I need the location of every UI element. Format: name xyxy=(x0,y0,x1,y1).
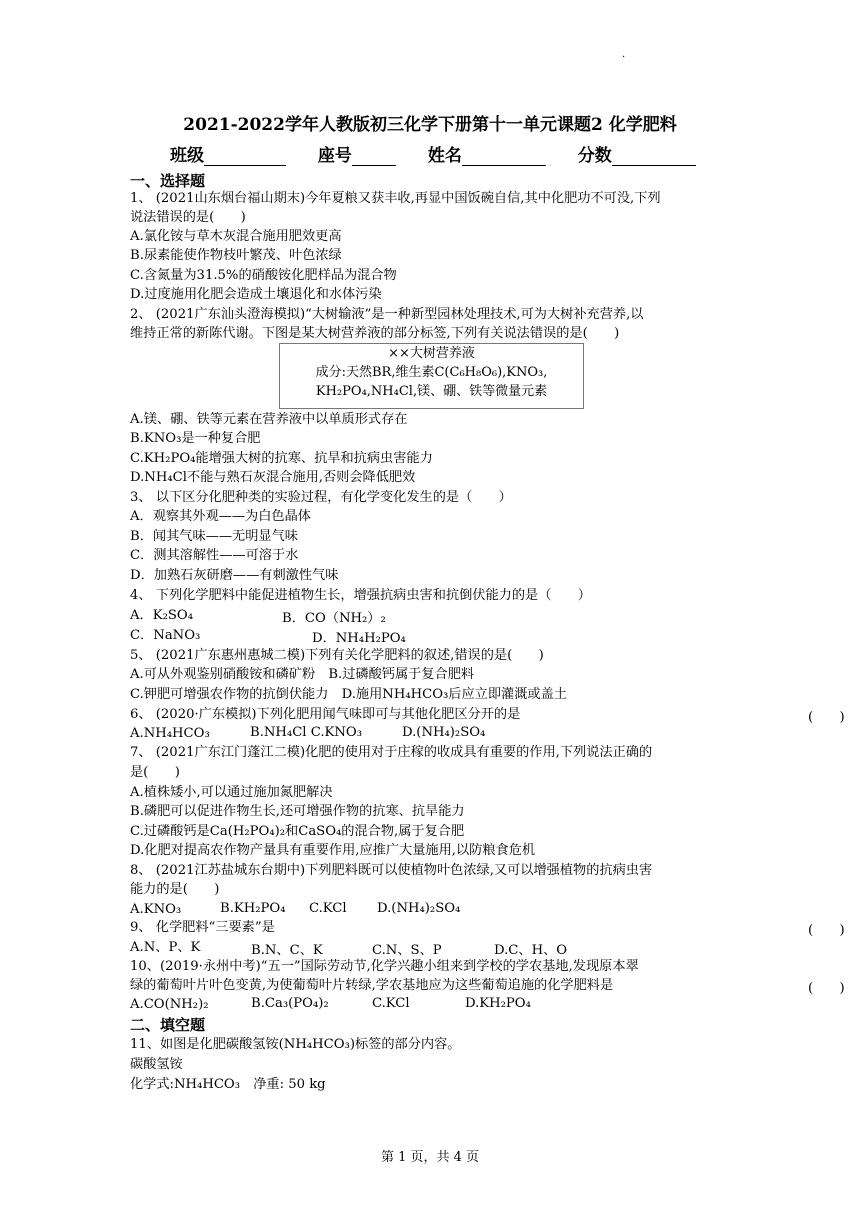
q9-answer-paren: ( ) xyxy=(808,923,845,938)
q4-line1: 4、 下列化学肥料中能促进植物生长，增强抗病虫害和抗倒伏能力的是（ ） xyxy=(130,588,591,603)
q2-option-a: A.镁、硼、铁等元素在营养液中以单质形式存在 xyxy=(130,412,408,427)
q1-line1: 1、 (2021山东烟台福山期末)今年夏粮又获丰收,再显中国饭碗自信,其中化肥功不可没,下列 xyxy=(130,191,661,206)
q9-option-b: B.N、C、K xyxy=(251,943,323,958)
header-dot: · xyxy=(622,52,626,63)
q10-answer-paren: ( ) xyxy=(808,981,845,996)
q6-option-a: A.NH₄HCO₃ xyxy=(130,726,210,741)
q3-option-c: C．测其溶解性——可溶于水 xyxy=(130,548,299,563)
section-choice: 一、选择题 xyxy=(130,172,206,190)
q8-option-c: C.KCl xyxy=(309,901,347,916)
q1-line2: 说法错误的是( ) xyxy=(130,210,246,225)
name-label: 姓名 xyxy=(427,146,462,166)
label-box-title: ××大树营养液 xyxy=(388,346,475,361)
q4-option-a: A．K₂SO₄ xyxy=(130,608,193,623)
q9-option-a: A.N、P、K xyxy=(130,940,201,955)
q10-option-a: A.CO(NH₂)₂ xyxy=(130,997,209,1012)
q4-option-b: B．CO（NH₂）₂ xyxy=(282,611,386,626)
q3-option-a: A．观察其外观——为白色晶体 xyxy=(130,509,311,524)
q6-options-bc: B.NH₄Cl C.KNO₃ xyxy=(250,725,363,740)
q5-options-cd: C.钾肥可增强农作物的抗倒伏能力 D.施用NH₄HCO₃后应立即灌溉或盖土 xyxy=(130,687,567,702)
score-field[interactable] xyxy=(612,147,696,166)
q2-option-c: C.KH₂PO₄能增强大树的抗寒、抗旱和抗病虫害能力 xyxy=(130,451,433,466)
q2-option-d: D.NH₄Cl不能与熟石灰混合施用,否则会降低肥效 xyxy=(130,470,416,485)
q10-option-c: C.KCl xyxy=(372,996,410,1011)
q9-option-c: C.N、S、P xyxy=(372,943,442,958)
q1-option-d: D.过度施用化肥会造成土壤退化和水体污染 xyxy=(130,287,382,302)
q8-line1: 8、 (2021江苏盐城东台期中)下列肥料既可以使植物叶色浓绿,又可以增强植物的抗病虫害 xyxy=(130,863,653,878)
q3-option-d: D．加熟石灰研磨——有刺激性气味 xyxy=(130,568,339,583)
page-footer: 第 1 页，共 4 页 xyxy=(380,1150,480,1165)
label-box-line1: 成分:天然BR,维生素C(C₆H₈O₆),KNO₃, xyxy=(315,365,548,380)
q7-option-d: D.化肥对提高农作物产量具有重要作用,应推广大量施用,以防粮食危机 xyxy=(130,843,536,858)
q7-option-c: C.过磷酸钙是Ca(H₂PO₄)₂和CaSO₄的混合物,属于复合肥 xyxy=(130,824,465,839)
q8-option-a: A.KNO₃ xyxy=(130,902,182,917)
q10-option-b: B.Ca₃(PO₄)₂ xyxy=(251,996,329,1011)
student-info-line xyxy=(170,141,696,166)
q7-option-b: B.磷肥可以促进作物生长,还可增强作物的抗寒、抗旱能力 xyxy=(130,804,465,819)
q3-option-b: B．闻其气味——无明显气味 xyxy=(130,529,298,544)
class-field[interactable] xyxy=(204,147,286,166)
q9-option-d: D.C、H、O xyxy=(494,943,568,958)
seat-field[interactable] xyxy=(352,147,396,166)
q4-option-d: D．NH₄H₂PO₄ xyxy=(312,631,406,646)
q7-line1: 7、 (2021广东江门蓬江二模)化肥的使用对于庄稼的收成具有重要的作用,下列说法正确的 xyxy=(130,745,653,760)
q7-line2: 是( ) xyxy=(130,765,180,780)
q1-option-b: B.尿素能使作物枝叶繁茂、叶色浓绿 xyxy=(130,248,342,263)
q3-line1: 3、 以下区分化肥种类的实验过程，有化学变化发生的是（ ） xyxy=(130,490,512,505)
score-label: 分数 xyxy=(577,146,612,166)
page-title: 2021-2022学年人教版初三化学下册第十一单元课题2 化学肥料 xyxy=(183,115,677,135)
q1-option-a: A.氯化铵与草木灰混合施用肥效更高 xyxy=(130,229,342,244)
q6-line1: 6、 (2020·广东模拟)下列化肥用闻气味即可与其他化肥区分开的是 xyxy=(130,707,521,722)
seat-label: 座号 xyxy=(317,146,352,166)
q9-line1: 9、 化学肥料“三要素”是 xyxy=(130,920,275,935)
q11-line2: 碳酸氢铵 xyxy=(130,1057,183,1072)
q11-line3: 化学式:NH₄HCO₃ 净重: 50 kg xyxy=(130,1077,326,1092)
q11-line1: 11、如图是化肥碳酸氢铵(NH₄HCO₃)标签的部分内容。 xyxy=(130,1037,461,1052)
q4-option-c: C．NaNO₃ xyxy=(130,628,201,643)
q8-line2: 能力的是( ) xyxy=(130,882,220,897)
q2-line1: 2、 (2021广东汕头澄海模拟)“大树输液”是一种新型园林处理技术,可为大树补充营养,以 xyxy=(130,307,644,322)
section-fill: 二、填空题 xyxy=(130,1016,206,1034)
nutrient-label-box xyxy=(279,343,584,409)
label-box-line2: KH₂PO₄,NH₄Cl,镁、硼、铁等微量元素 xyxy=(315,384,548,399)
q8-option-d: D.(NH₄)₂SO₄ xyxy=(377,901,461,916)
q5-line1: 5、 (2021广东惠州惠城二模)下列有关化学肥料的叙述,错误的是( ) xyxy=(130,648,544,663)
q5-options-ab: A.可从外观鉴别硝酸铵和磷矿粉 B.过磷酸钙属于复合肥料 xyxy=(130,667,475,682)
q10-line1: 10、(2019·永州中考)“五一”国际劳动节,化学兴趣小组来到学校的学农基地,发现原本翠 xyxy=(130,959,639,974)
class-label: 班级 xyxy=(170,146,204,166)
name-field[interactable] xyxy=(462,147,546,166)
q7-option-a: A.植株矮小,可以通过施加氮肥解决 xyxy=(130,785,333,800)
q6-answer-paren: ( ) xyxy=(808,710,845,725)
q8-option-b: B.KH₂PO₄ xyxy=(220,901,286,916)
q6-option-d: D.(NH₄)₂SO₄ xyxy=(402,725,486,740)
q2-option-b: B.KNO₃是一种复合肥 xyxy=(130,431,261,446)
q10-option-d: D.KH₂PO₄ xyxy=(465,996,531,1011)
q1-option-c: C.含氮量为31.5%的硝酸铵化肥样品为混合物 xyxy=(130,268,397,283)
q10-line2: 绿的葡萄叶片叶色变黄,为使葡萄叶片转绿,学农基地应为这些葡萄追施的化学肥料是 xyxy=(130,978,614,993)
q2-line2: 维持正常的新陈代谢。下图是某大树营养液的部分标签,下列有关说法错误的是( ) xyxy=(130,326,620,341)
